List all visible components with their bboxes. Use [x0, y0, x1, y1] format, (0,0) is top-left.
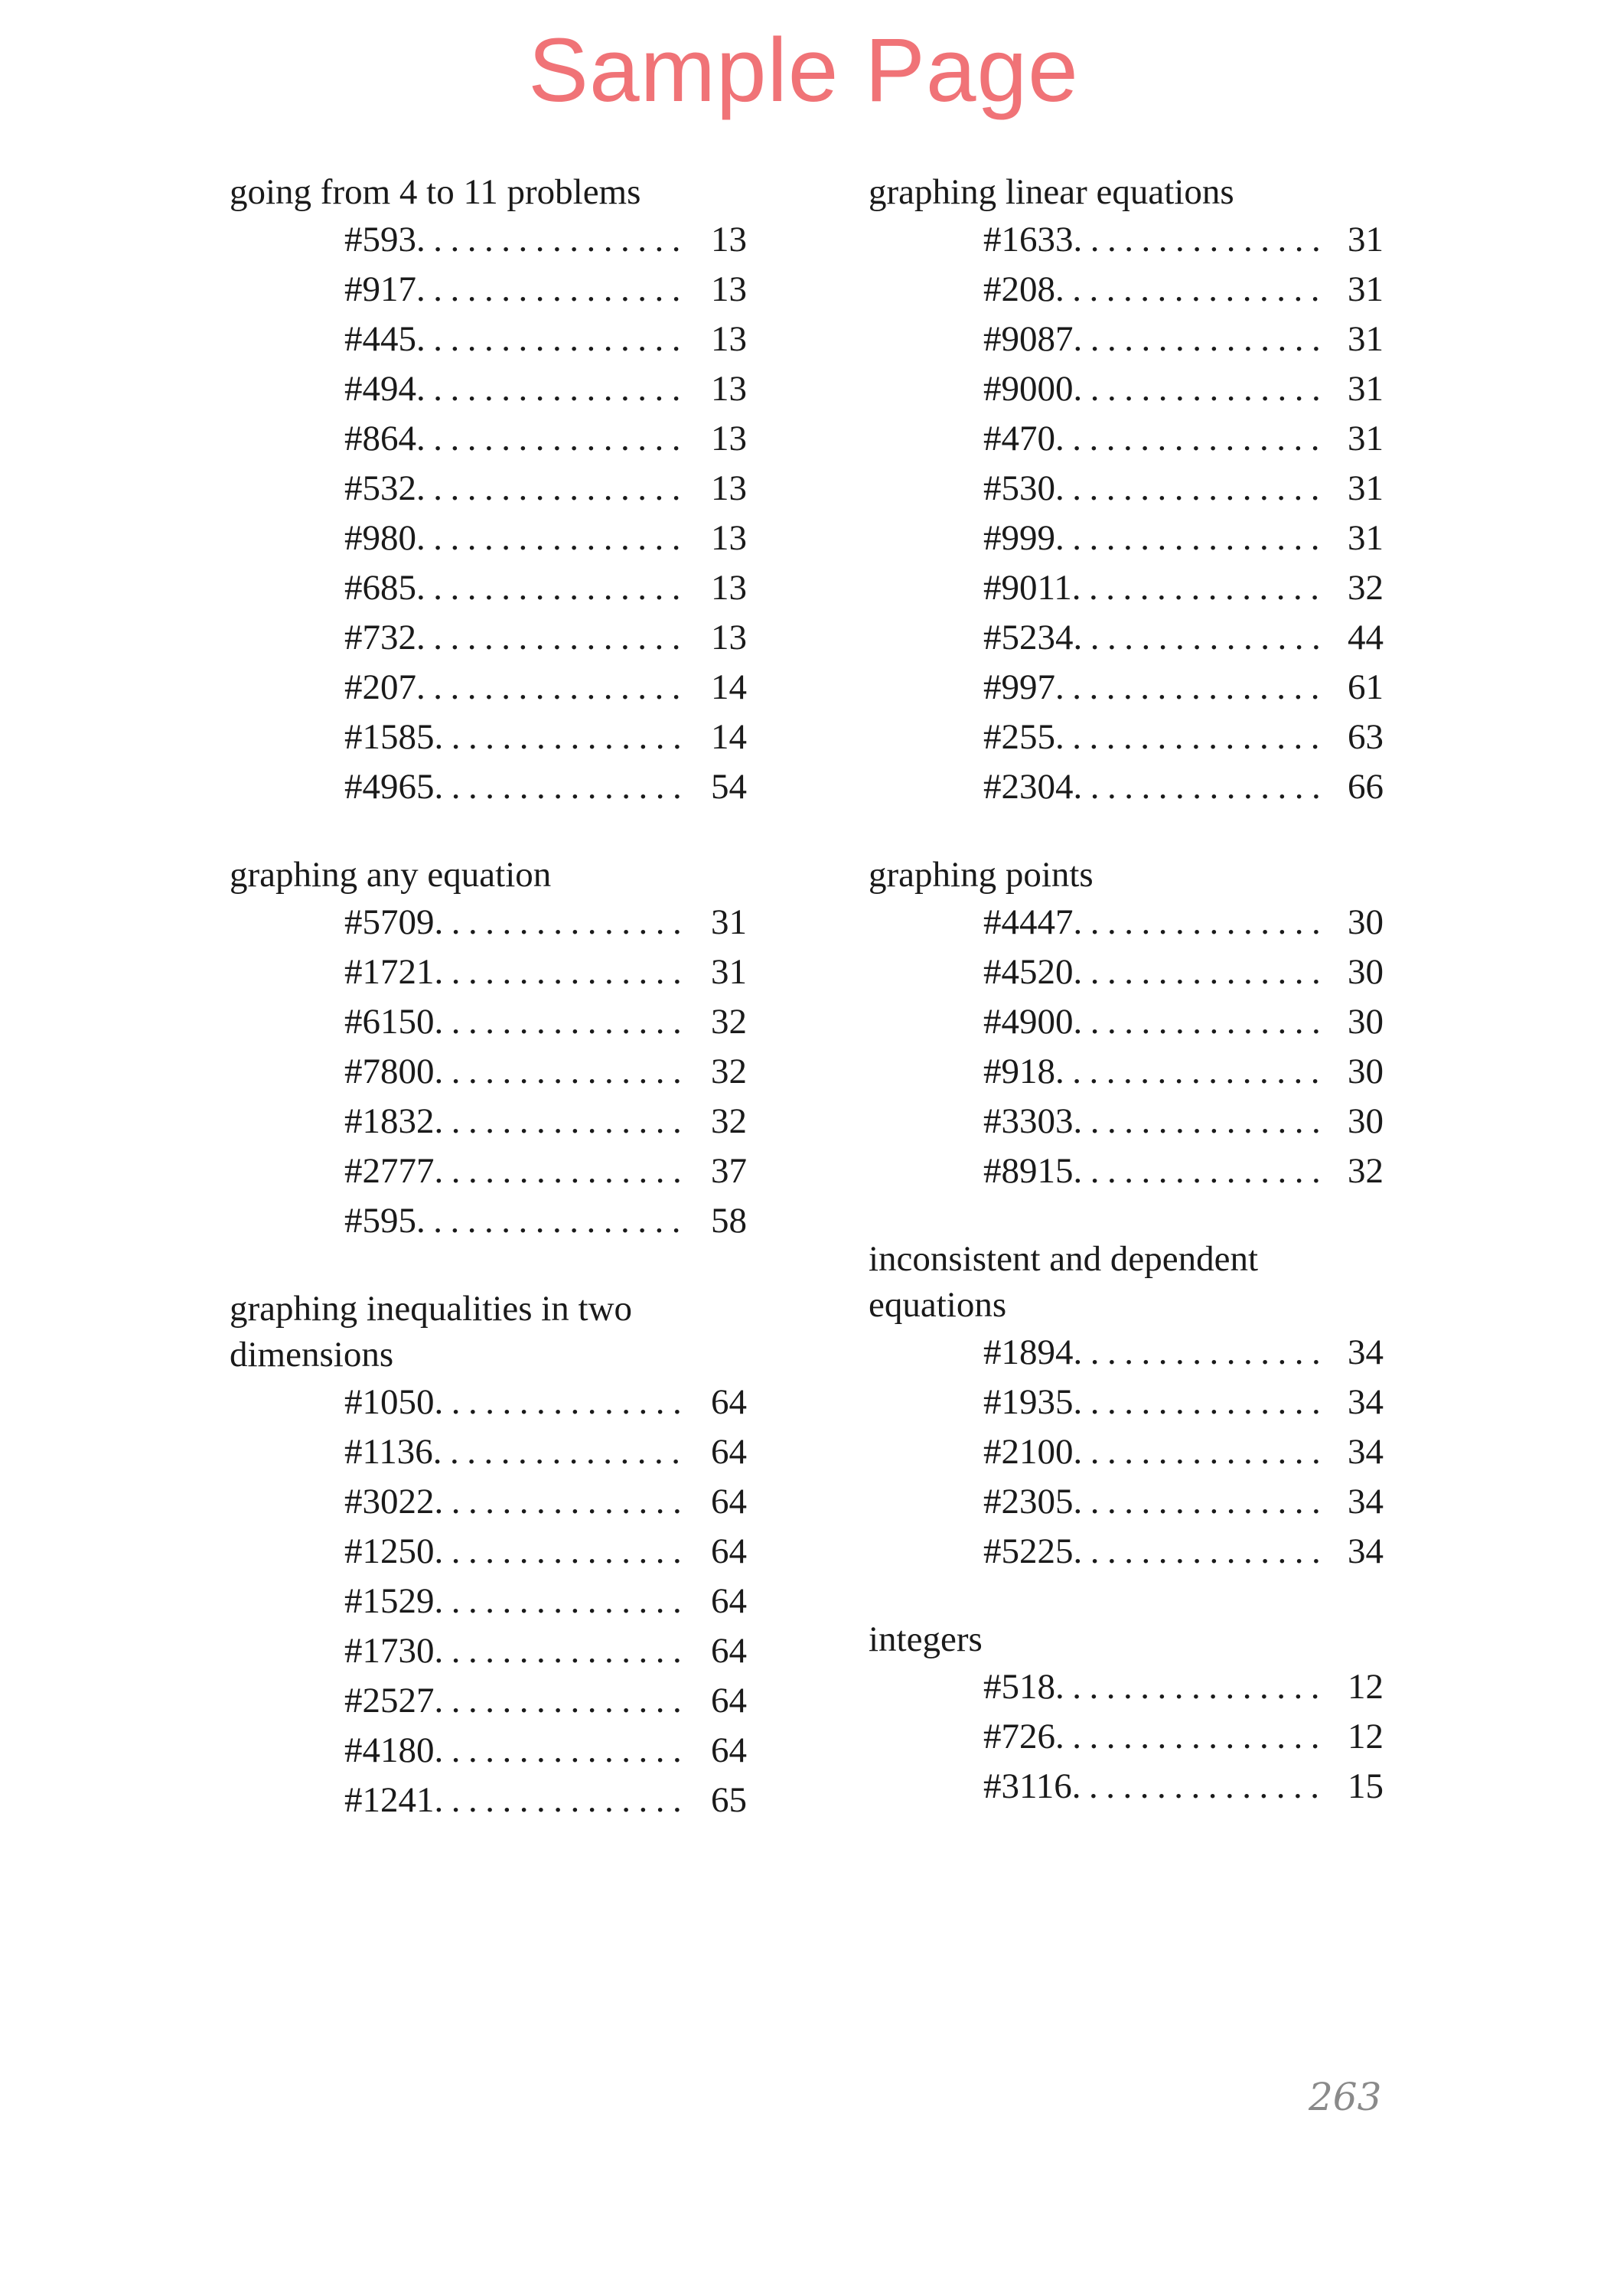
- index-section: [230, 852, 750, 1246]
- problem-number: #593: [344, 220, 416, 259]
- page-reference: 13: [711, 220, 747, 259]
- dot-leader: ................: [1055, 1717, 1328, 1756]
- section-heading: graphing linear equations: [869, 172, 1234, 212]
- index-column-left: [230, 169, 750, 1865]
- page-reference: 32: [711, 1052, 747, 1091]
- page-reference: 15: [1348, 1766, 1384, 1806]
- section-heading-continued: equations: [869, 1285, 1007, 1325]
- dot-leader: ...............: [1073, 952, 1329, 992]
- dot-leader: ...............: [434, 1052, 690, 1091]
- page-reference: 34: [1348, 1382, 1384, 1422]
- dot-leader: ...............: [434, 1730, 690, 1770]
- page-reference: 30: [1348, 952, 1384, 992]
- page-reference: 14: [711, 717, 747, 757]
- page-reference: 31: [711, 902, 747, 942]
- page-reference: 32: [1348, 1151, 1384, 1191]
- page-reference: 44: [1348, 618, 1384, 657]
- dot-leader: ...............: [1073, 220, 1329, 259]
- problem-number: #980: [344, 518, 416, 558]
- problem-number: #5234: [983, 618, 1074, 657]
- dot-leader: ...............: [1073, 1101, 1329, 1141]
- problem-number: #532: [344, 468, 416, 508]
- problem-number: #864: [344, 419, 416, 458]
- dot-leader: ................: [416, 1201, 689, 1241]
- page-reference: 32: [1348, 568, 1384, 608]
- problem-number: #1250: [344, 1531, 435, 1571]
- problem-number: #2777: [344, 1151, 435, 1191]
- dot-leader: ................: [1055, 518, 1328, 558]
- index-section: [869, 852, 1389, 1196]
- index-entry: [230, 514, 750, 563]
- section-heading: graphing points: [869, 855, 1094, 895]
- problem-number: #4447: [983, 902, 1074, 942]
- problem-number: #530: [983, 468, 1055, 508]
- dot-leader: ................: [416, 568, 689, 608]
- section-heading: inconsistent and dependent: [869, 1239, 1259, 1279]
- index-entry: [230, 1047, 750, 1097]
- index-entry: [230, 997, 750, 1047]
- dot-leader: ...............: [1073, 1482, 1329, 1521]
- problem-number: #918: [983, 1052, 1055, 1091]
- index-entry: [869, 1047, 1389, 1097]
- problem-number: #726: [983, 1717, 1055, 1756]
- dot-leader: ...............: [1073, 1332, 1329, 1372]
- problem-number: #685: [344, 568, 416, 608]
- index-entry: [869, 1146, 1389, 1196]
- index-entry: [230, 414, 750, 464]
- index-entry: [869, 1477, 1389, 1527]
- page-reference: 32: [711, 1002, 747, 1042]
- problem-number: #445: [344, 319, 416, 359]
- dot-leader: ................: [416, 518, 689, 558]
- index-entry: [869, 1378, 1389, 1427]
- problem-number: #1585: [344, 717, 435, 757]
- dot-leader: ................: [1055, 269, 1328, 309]
- dot-leader: ................: [416, 319, 689, 359]
- problem-number: #732: [344, 618, 416, 657]
- page-reference: 64: [711, 1531, 747, 1571]
- problem-number: #207: [344, 667, 416, 707]
- dot-leader: ...............: [434, 767, 690, 807]
- page-reference: 13: [711, 419, 747, 458]
- index-entry: [869, 514, 1389, 563]
- page-reference: 32: [711, 1101, 747, 1141]
- problem-number: #7800: [344, 1052, 435, 1091]
- page-reference: 58: [711, 1201, 747, 1241]
- problem-number: #5225: [983, 1531, 1074, 1571]
- index-entry: [869, 762, 1389, 812]
- index-entry: [869, 1427, 1389, 1477]
- dot-leader: ................: [416, 618, 689, 657]
- problem-number: #4900: [983, 1002, 1074, 1042]
- dot-leader: ...............: [434, 1780, 690, 1820]
- section-heading-continued: dimensions: [230, 1335, 394, 1375]
- page-reference: 64: [711, 1681, 747, 1720]
- index-entry: [230, 947, 750, 997]
- dot-leader: ................: [416, 419, 689, 458]
- section-heading: going from 4 to 11 problems: [230, 172, 641, 212]
- index-entry: [230, 1527, 750, 1577]
- dot-leader: ...............: [434, 1101, 690, 1141]
- dot-leader: ...............: [1071, 568, 1328, 608]
- dot-leader: ...............: [434, 1382, 690, 1422]
- index-entry: [869, 947, 1389, 997]
- section-heading: graphing any equation: [230, 855, 552, 895]
- page-reference: 31: [711, 952, 747, 992]
- problem-number: #595: [344, 1201, 416, 1241]
- dot-leader: ................: [416, 667, 689, 707]
- dot-leader: ...............: [434, 952, 690, 992]
- page-reference: 13: [711, 369, 747, 409]
- page-reference: 31: [1348, 518, 1384, 558]
- dot-leader: ...............: [434, 1002, 690, 1042]
- index-entry: [869, 215, 1389, 265]
- page-reference: 64: [711, 1581, 747, 1621]
- page-reference: 64: [711, 1382, 747, 1422]
- problem-number: #1529: [344, 1581, 435, 1621]
- index-entry: [230, 464, 750, 514]
- dot-leader: ...............: [1071, 1766, 1328, 1806]
- page-reference: 64: [711, 1432, 747, 1472]
- page-reference: 13: [711, 618, 747, 657]
- page-reference: 34: [1348, 1432, 1384, 1472]
- dot-leader: ...............: [434, 1482, 690, 1521]
- section-heading: integers: [869, 1619, 983, 1659]
- index-entry: [230, 1196, 750, 1246]
- problem-number: #9000: [983, 369, 1074, 409]
- problem-number: #1050: [344, 1382, 435, 1422]
- dot-leader: ................: [1055, 468, 1328, 508]
- dot-leader: ...............: [434, 1531, 690, 1571]
- dot-leader: ................: [416, 369, 689, 409]
- section-heading: graphing inequalities in two: [230, 1289, 633, 1329]
- index-section: [230, 1286, 750, 1825]
- problem-number: #2304: [983, 767, 1074, 807]
- index-entry: [230, 1477, 750, 1527]
- problem-number: #208: [983, 269, 1055, 309]
- problem-number: #3022: [344, 1482, 435, 1521]
- dot-leader: ................: [416, 468, 689, 508]
- dot-leader: ...............: [434, 1681, 690, 1720]
- dot-leader: ...............: [1073, 369, 1329, 409]
- dot-leader: ...............: [1073, 618, 1329, 657]
- index-entry: [869, 1097, 1389, 1146]
- problem-number: #1832: [344, 1101, 435, 1141]
- index-entry: [869, 1762, 1389, 1812]
- index-entry: [869, 364, 1389, 414]
- page-reference: 31: [1348, 468, 1384, 508]
- page-reference: 13: [711, 319, 747, 359]
- index-entry: [869, 265, 1389, 315]
- problem-number: #6150: [344, 1002, 435, 1042]
- dot-leader: ................: [1055, 1052, 1328, 1091]
- dot-leader: ................: [1055, 717, 1328, 757]
- page-reference: 13: [711, 568, 747, 608]
- page-reference: 31: [1348, 220, 1384, 259]
- page-reference: 64: [711, 1631, 747, 1671]
- page-reference: 31: [1348, 319, 1384, 359]
- index-entry: [869, 1527, 1389, 1577]
- index-section: [869, 169, 1389, 812]
- dot-leader: ...............: [434, 902, 690, 942]
- page-reference: 34: [1348, 1531, 1384, 1571]
- index-entry: [869, 1328, 1389, 1378]
- index-entry: [869, 713, 1389, 762]
- page-reference: 31: [1348, 419, 1384, 458]
- problem-number: #1633: [983, 220, 1074, 259]
- dot-leader: ................: [416, 269, 689, 309]
- dot-leader: ................: [1055, 419, 1328, 458]
- problem-number: #917: [344, 269, 416, 309]
- page-reference: 65: [711, 1780, 747, 1820]
- page-number: 263: [1309, 2075, 1382, 2119]
- dot-leader: ................: [1055, 667, 1328, 707]
- problem-number: #9087: [983, 319, 1074, 359]
- dot-leader: ...............: [1073, 1432, 1329, 1472]
- problem-number: #255: [983, 717, 1055, 757]
- page-reference: 64: [711, 1730, 747, 1770]
- page-reference: 13: [711, 269, 747, 309]
- index-entry: [869, 464, 1389, 514]
- index-entry: [230, 1776, 750, 1825]
- dot-leader: ...............: [434, 717, 690, 757]
- problem-number: #1935: [983, 1382, 1074, 1422]
- problem-number: #1894: [983, 1332, 1074, 1372]
- dot-leader: ...............: [1073, 1002, 1329, 1042]
- index-entry: [869, 1662, 1389, 1712]
- page-reference: 31: [1348, 369, 1384, 409]
- index-entry: [230, 762, 750, 812]
- index-entry: [230, 1427, 750, 1477]
- problem-number: #4965: [344, 767, 435, 807]
- index-entry: [230, 1726, 750, 1776]
- problem-number: #1241: [344, 1780, 435, 1820]
- index-entry: [230, 215, 750, 265]
- index-entry: [230, 663, 750, 713]
- dot-leader: ...............: [434, 1151, 690, 1191]
- problem-number: #4520: [983, 952, 1074, 992]
- problem-number: #3303: [983, 1101, 1074, 1141]
- index-entry: [230, 1676, 750, 1726]
- problem-number: #494: [344, 369, 416, 409]
- problem-number: #1721: [344, 952, 435, 992]
- index-entry: [230, 1097, 750, 1146]
- dot-leader: ...............: [1073, 1531, 1329, 1571]
- index-entry: [230, 563, 750, 613]
- index-section: [869, 1236, 1389, 1577]
- page-reference: 12: [1348, 1717, 1384, 1756]
- dot-leader: ...............: [434, 1581, 690, 1621]
- page-reference: 34: [1348, 1482, 1384, 1521]
- index-entry: [230, 315, 750, 364]
- page-reference: 54: [711, 767, 747, 807]
- dot-leader: ...............: [1073, 1151, 1329, 1191]
- problem-number: #518: [983, 1667, 1055, 1707]
- problem-number: #9011: [983, 568, 1072, 608]
- index-entry: [869, 997, 1389, 1047]
- dot-leader: ...............: [1073, 902, 1329, 942]
- page-reference: 61: [1348, 667, 1384, 707]
- page-reference: 13: [711, 468, 747, 508]
- page-reference: 34: [1348, 1332, 1384, 1372]
- dot-leader: ...............: [434, 1631, 690, 1671]
- problem-number: #2527: [344, 1681, 435, 1720]
- problem-number: #1136: [344, 1432, 433, 1472]
- dot-leader: ...............: [432, 1432, 689, 1472]
- dot-leader: ...............: [1073, 319, 1329, 359]
- index-entry: [230, 613, 750, 663]
- index-entry: [230, 898, 750, 947]
- problem-number: #8915: [983, 1151, 1074, 1191]
- page-reference: 30: [1348, 902, 1384, 942]
- problem-number: #3116: [983, 1766, 1072, 1806]
- page-reference: 37: [711, 1151, 747, 1191]
- index-entry: [869, 898, 1389, 947]
- index-entry: [869, 563, 1389, 613]
- index-entry: [869, 414, 1389, 464]
- page-reference: 30: [1348, 1002, 1384, 1042]
- page-reference: 63: [1348, 717, 1384, 757]
- problem-number: #997: [983, 667, 1055, 707]
- page-reference: 30: [1348, 1101, 1384, 1141]
- index-section: [230, 169, 750, 812]
- index-section: [869, 1616, 1389, 1812]
- sample-page-watermark: Sample Page: [528, 20, 1079, 121]
- page-reference: 30: [1348, 1052, 1384, 1091]
- page-reference: 66: [1348, 767, 1384, 807]
- index-entry: [230, 1577, 750, 1626]
- dot-leader: ...............: [1073, 767, 1329, 807]
- index-entry: [869, 663, 1389, 713]
- index-entry: [869, 613, 1389, 663]
- problem-number: #999: [983, 518, 1055, 558]
- page-reference: 12: [1348, 1667, 1384, 1707]
- index-column-right: [869, 169, 1389, 1851]
- problem-number: #4180: [344, 1730, 435, 1770]
- dot-leader: ...............: [1073, 1382, 1329, 1422]
- dot-leader: ................: [1055, 1667, 1328, 1707]
- problem-number: #1730: [344, 1631, 435, 1671]
- index-entry: [230, 713, 750, 762]
- problem-number: #2305: [983, 1482, 1074, 1521]
- index-entry: [230, 1626, 750, 1676]
- index-entry: [230, 1378, 750, 1427]
- problem-number: #470: [983, 419, 1055, 458]
- index-entry: [230, 1146, 750, 1196]
- problem-number: #5709: [344, 902, 435, 942]
- index-entry: [869, 1712, 1389, 1762]
- index-entry: [230, 364, 750, 414]
- index-entry: [869, 315, 1389, 364]
- page-reference: 64: [711, 1482, 747, 1521]
- page-reference: 14: [711, 667, 747, 707]
- index-entry: [230, 265, 750, 315]
- page-reference: 13: [711, 518, 747, 558]
- problem-number: #2100: [983, 1432, 1074, 1472]
- dot-leader: ................: [416, 220, 689, 259]
- page-reference: 31: [1348, 269, 1384, 309]
